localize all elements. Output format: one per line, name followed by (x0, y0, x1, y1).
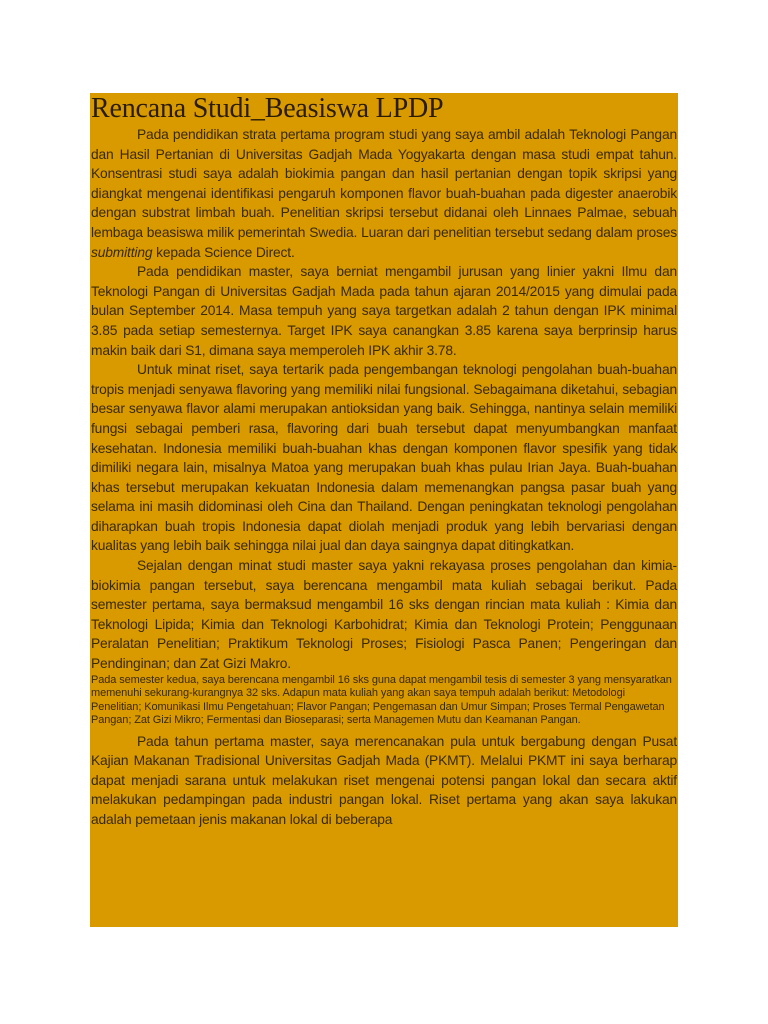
paragraph-undergraduate (91, 125, 677, 262)
italic-word-submitting: submitting (91, 244, 153, 260)
document-title: Rencana Studi_Beasiswa LPDP (91, 93, 444, 124)
paragraph-undergraduate-ending: kepada Science Direct. (152, 244, 295, 260)
paragraph-research-interest: Untuk minat riset, saya tertarik pada pengembangan teknologi pengolahan buah-buahan tropis menjadi senyawa flavoring yang memiliki nilai fungsional. Sebagaimana diketahui, sebagian besar senyawa flavor alami merupakan antioksidan yang baik. Sehingga, nantinya selain memiliki fungsi sebagai pemberi rasa, flavoring dari buah tersebut dapat menyumbangkan manfaat kesehatan. Indonesia memiliki buah-buahan khas dengan komponen flavor spesifik yang tidak dimiliki negara lain, misalnya Matoa yang merupakan buah khas pulau Irian Jaya. Buah-buahan khas tersebut merupakan kekuatan Indonesia dalam memenangkan pangsa pasar buah yang selama ini masih didominasi oleh Cina dan Thailand. Dengan peningkatan teknologi pengolahan diharapkan buah tropis Indonesia dapat diolah menjadi produk yang lebih bervariasi dengan kualitas yang lebih baik sehingga nilai jual dan daya saingnya dapat ditingkatkan. (91, 362, 677, 554)
paragraph-undergraduate-text: Pada pendidikan strata pertama program studi yang saya ambil adalah Teknologi Pangan dan Hasil Pertanian di Universitas Gadjah Mada Yogyakarta dengan masa studi empat tahun. Konsentrasi studi saya adalah biokimia pangan dan hasil pertanian dengan topik skripsi yang diangkat mengenai identifikasi pengaruh komponen flavor buah-buahan pada digester anaerobik dengan substrat limbah buah. Penelitian skripsi tersebut didanai oleh Linnaes Palmae, sebuah lembaga beasiswa milik pemerintah Swedia. Luaran dari penelitian tersebut sedang dalam proses (91, 127, 677, 240)
paragraph-master-plan: Pada pendidikan master, saya berniat mengambil jurusan yang linier yakni Ilmu dan Teknologi Pangan di Universitas Gadjah Mada pada tahun ajaran 2014/2015 yang dimulai pada bulan September 2014. Masa tempuh yang saya targetkan adalah 2 tahun dengan IPK minimal 3.85 pada setiap semesternya. Target IPK saya canangkan 3.85 karena saya berprinsip harus makin baik dari S1, dimana saya memperoleh IPK akhir 3.78. (91, 264, 677, 358)
document-page (90, 93, 678, 927)
paragraph-pkmt: Pada tahun pertama master, saya merencanakan pula untuk bergabung dengan Pusat Kajian Makanan Tradisional Universitas Gadjah Mada (PKMT). Melalui PKMT ini saya berharap dapat menjadi sarana untuk melakukan riset mengenai potensi pangan lokal dan secara aktif melakukan pedampingan pada industri pangan lokal. Riset pertama yang akan saya lakukan adalah pemetaan jenis makanan lokal di beberapa (91, 733, 677, 827)
paragraph-second-semester: Pada semester kedua, saya berencana mengambil 16 sks guna dapat mengambil tesis di semester 3 yang mensyaratkan memenuhi sekurang-kurangnya 32 sks. Adapun mata kuliah yang akan saya tempuh adalah berikut: Metodologi Penelitian; Komunikasi Ilmu Pengetahuan; Flavor Pangan; Pengemasan dan Umur Simpan; Proses Termal Pengawetan Pangan; Zat Gizi Mikro; Fermentasi dan Bioseparasi; serta Managemen Mutu dan Keamanan Pangan. (91, 673, 672, 727)
paragraph-first-semester: Sejalan dengan minat studi master saya yakni rekayasa proses pengolahan dan kimia-biokimia pangan tersebut, saya berencana mengambil mata kuliah sebagai berikut. Pada semester pertama, saya bermaksud mengambil 16 sks dengan rincian mata kuliah : Kimia dan Teknologi Lipida; Kimia dan Teknologi Karbohidrat; Kimia dan Teknologi Protein; Penggunaan Peralatan Penelitian; Praktikum Teknologi Proses; Fisiologi Pasca Panen; Pengeringan dan Pendinginan; dan Zat Gizi Makro. (91, 558, 677, 672)
document-body (90, 93, 678, 830)
